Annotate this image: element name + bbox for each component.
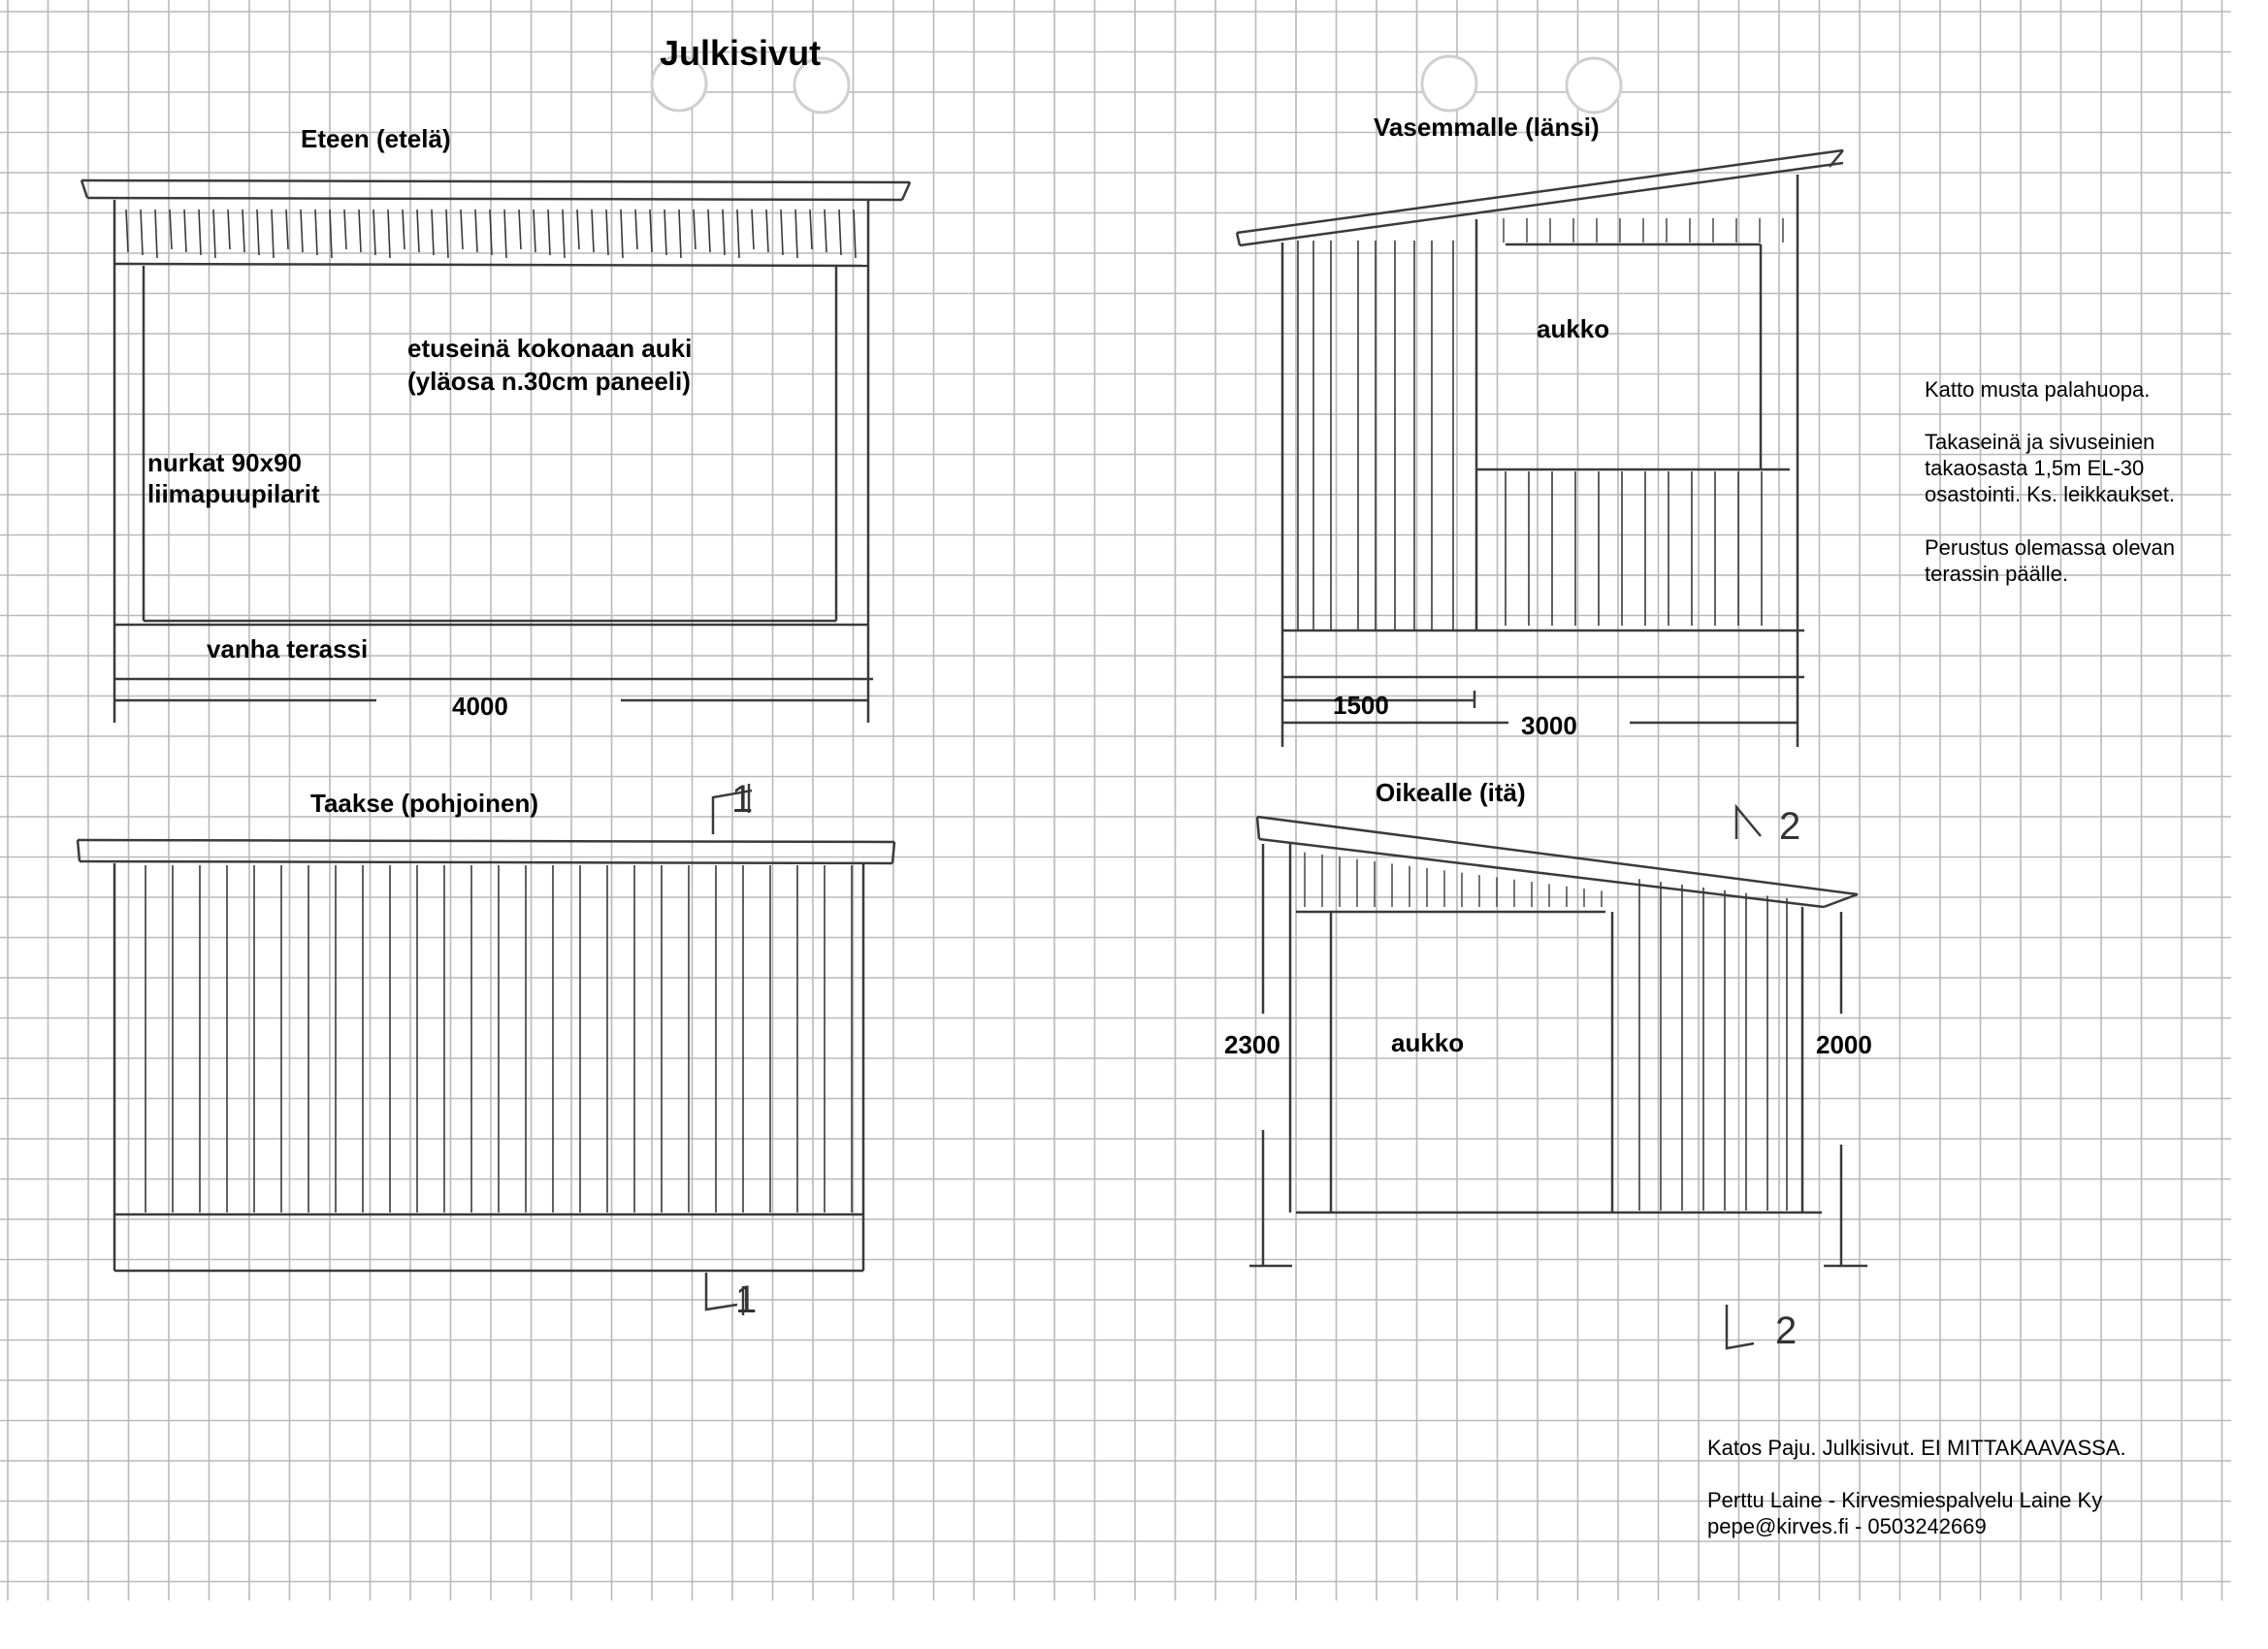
section-marker-2-bottom: 2 <box>1775 1310 1798 1352</box>
page-title: Julkisivut <box>660 33 822 73</box>
front-note-open: etuseinä kokonaan auki <box>407 334 693 363</box>
left-partial-dimension: 1500 <box>1333 691 1389 720</box>
note-walls-2: takaosasta 1,5m EL-30 <box>1925 456 2145 480</box>
section-marker-1-bottom: 1 <box>735 1278 758 1321</box>
note-foundation-1: Perustus olemassa olevan <box>1925 535 2176 560</box>
back-view-heading: Taakse (pohjoinen) <box>310 789 538 818</box>
section-marker-1-top: 1 <box>731 778 754 821</box>
front-view-heading: Eteen (etelä) <box>301 124 451 153</box>
right-opening-label: aukko <box>1391 1028 1465 1057</box>
front-note-corner-1: nurkat 90x90 <box>147 448 302 477</box>
front-width-dimension: 4000 <box>452 692 508 721</box>
front-note-panel: (yläosa n.30cm paneeli) <box>407 367 691 396</box>
front-note-corner-2: liimapuupilarit <box>147 479 320 508</box>
section-marker-2-top: 2 <box>1779 805 1801 848</box>
note-walls-3: osastointi. Ks. leikkaukset. <box>1925 482 2176 506</box>
right-elevation-drawing <box>1249 807 1867 1348</box>
left-view-heading: Vasemmalle (länsi) <box>1374 113 1600 142</box>
right-view-heading: Oikealle (itä) <box>1376 778 1526 807</box>
footer-title: Katos Paju. Julkisivut. EI MITTAKAAVASSA. <box>1707 1436 2126 1460</box>
front-note-terrace: vanha terassi <box>207 634 369 663</box>
footer-author: Perttu Laine - Kirvesmiespalvelu Laine Ky <box>1707 1488 2103 1512</box>
left-opening-label: aukko <box>1537 314 1610 343</box>
right-left-height-dimension: 2300 <box>1224 1030 1280 1059</box>
right-right-height-dimension: 2000 <box>1816 1030 1872 1059</box>
note-foundation-2: terassin päälle. <box>1925 562 2068 586</box>
note-roof: Katto musta palahuopa. <box>1925 377 2151 402</box>
footer-contact: pepe@kirves.fi - 0503242669 <box>1707 1514 1987 1538</box>
note-walls-1: Takaseinä ja sivuseinien <box>1925 430 2155 454</box>
left-total-dimension: 3000 <box>1521 711 1577 740</box>
left-elevation-drawing <box>1237 150 1843 747</box>
